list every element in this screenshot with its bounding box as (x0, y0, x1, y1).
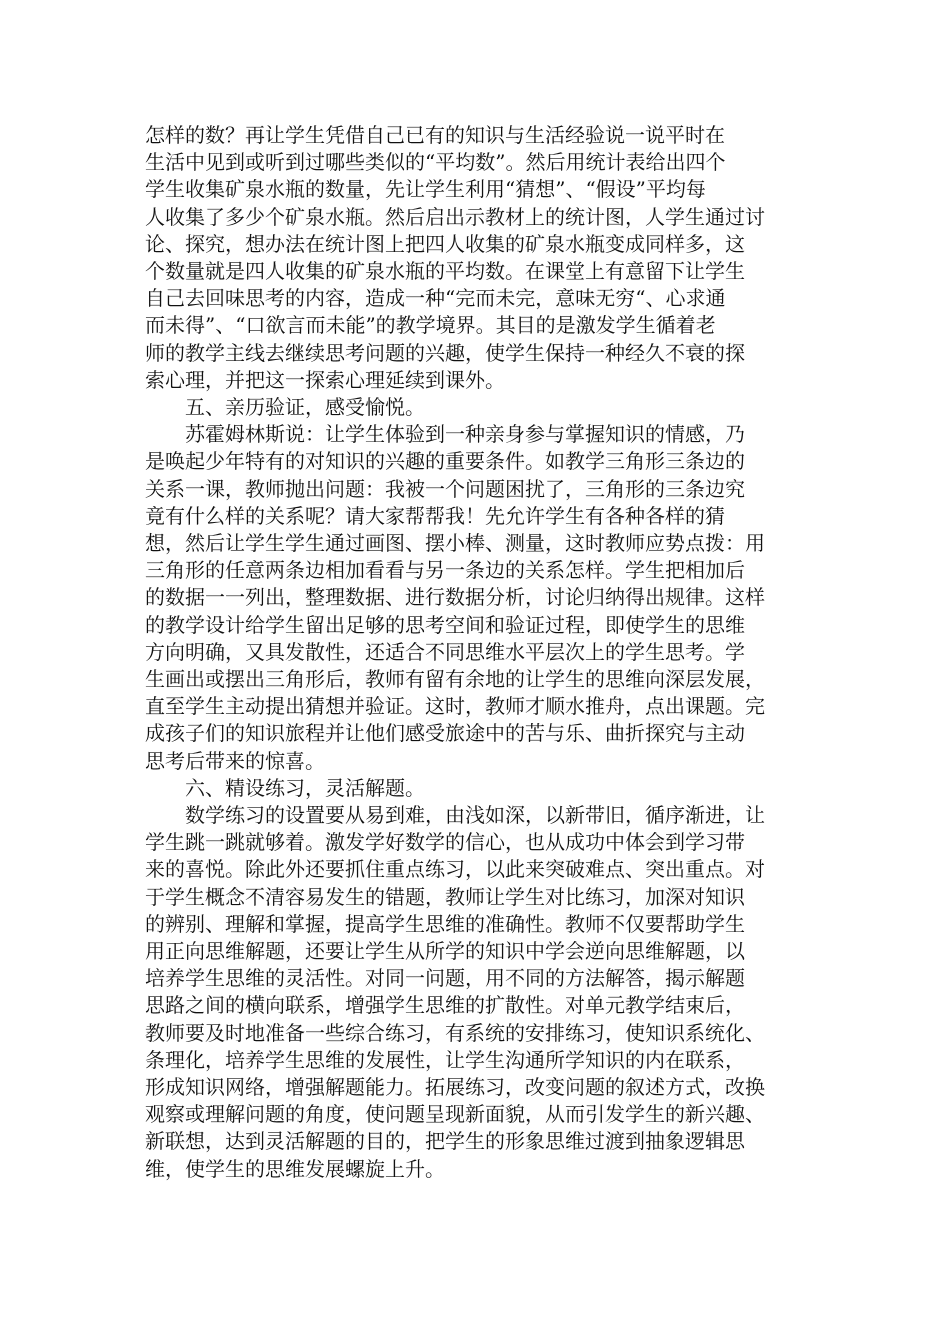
text-line: 个数量就是四人收集的矿泉水瓶的平均数。在课堂上有意留下让学生 (145, 259, 745, 283)
text-line: 新联想，达到灵活解题的目的，把学生的形象思维过渡到抽象逻辑思 (145, 1129, 745, 1153)
text-line: 师的教学主线去继续思考问题的兴趣，使学生保持一种经久不衰的探 (145, 341, 745, 365)
text-line: 观察或理解问题的角度，使问题呈现新面貌，从而引发学生的新兴趣、 (145, 1102, 765, 1126)
text-line: 的辨别、理解和掌握，提高学生思维的准确性。教师不仅要帮助学生 (145, 912, 745, 936)
text-line: 用正向思维解题，还要让学生从所学的知识中学会逆向思维解题，以 (145, 939, 745, 963)
text-line: 三角形的任意两条边相加看看与另一条边的关系怎样。学生把相加后 (145, 558, 745, 582)
text-line: 生画出或摆出三角形后，教师有留有余地的让学生的思维向深层发展， (145, 667, 765, 691)
section-heading: 六、精设练习，灵活解题。 (185, 776, 425, 800)
text-line: 方向明确，又具发散性，还适合不同思维水平层次上的学生思考。学 (145, 640, 745, 664)
text-line: 怎样的数？再让学生凭借自己已有的知识与生活经验说一说平时在 (145, 123, 725, 147)
text-line: 的教学设计给学生留出足够的思考空间和验证过程，即使学生的思维 (145, 613, 745, 637)
text-line: 是唤起少年特有的对知识的兴趣的重要条件。如教学三角形三条边的 (145, 449, 745, 473)
text-line: 来的喜悦。除此外还要抓住重点练习，以此来突破难点、突出重点。对 (145, 857, 765, 881)
text-line: 索心理，并把这一探索心理延续到课外。 (145, 368, 505, 392)
text-line: 于学生概念不清容易发生的错题，教师让学生对比练习，加深对知识 (145, 885, 745, 909)
text-line: 的数据一一列出，整理数据、进行数据分析，讨论归纳得出规律。这样 (145, 585, 765, 609)
text-line: 生活中见到或听到过哪些类似的“平均数”。然后用统计表给出四个 (145, 150, 726, 174)
section-heading: 五、亲历验证，感受愉悦。 (185, 395, 425, 419)
text-line: 形成知识网络，增强解题能力。拓展练习，改变问题的叙述方式，改换 (145, 1075, 765, 1099)
text-line: 竟有什么样的关系呢？请大家帮帮我！先允许学生有各种各样的猜 (145, 504, 725, 528)
text-line: 学生跳一跳就够着。激发学好数学的信心，也从成功中体会到学习带 (145, 830, 745, 854)
text-line: 教师要及时地准备一些综合练习，有系统的安排练习，使知识系统化、 (145, 1021, 765, 1045)
text-line: 维，使学生的思维发展螺旋上升。 (145, 1157, 445, 1181)
text-line: 关系一课，教师抛出问题：我被一个问题困扰了，三角形的三条边究 (145, 477, 745, 501)
text-line: 自己去回味思考的内容，造成一种“完而未完，意味无穷“、心求通 (145, 286, 726, 310)
text-line: 而未得”、“口欲言而未能”的教学境界。其目的是激发学生循着老 (145, 313, 716, 337)
text-line: 成孩子们的知识旅程并让他们感受旅途中的苦与乐、曲折探究与主动 (145, 721, 745, 745)
text-line: 思考后带来的惊喜。 (145, 749, 325, 773)
text-line: 直至学生主动提出猜想并验证。这时，教师才顺水推舟，点出课题。完 (145, 694, 765, 718)
text-line: 人收集了多少个矿泉水瓶。然后启出示教材上的统计图，人学生通过讨 (145, 205, 765, 229)
paragraph-first-line: 苏霍姆林斯说：让学生体验到一种亲身参与掌握知识的情感，乃 (185, 422, 745, 446)
text-line: 想，然后让学生学生通过画图、摆小棒、测量，这时教师应势点拨：用 (145, 531, 765, 555)
text-line: 思路之间的横向联系，增强学生思维的扩散性。对单元教学结束后， (145, 993, 745, 1017)
text-line: 论、探究，想办法在统计图上把四人收集的矿泉水瓶变成同样多，这 (145, 232, 745, 256)
text-line: 培养学生思维的灵活性。对同一问题，用不同的方法解答，揭示解题 (145, 966, 745, 990)
text-line: 条理化，培养学生思维的发展性，让学生沟通所学知识的内在联系， (145, 1048, 745, 1072)
paragraph-first-line: 数学练习的设置要从易到难，由浅如深，以新带旧，循序渐进，让 (185, 803, 765, 827)
text-line: 学生收集矿泉水瓶的数量，先让学生利用“猜想”、“假设”平均每 (145, 177, 706, 201)
